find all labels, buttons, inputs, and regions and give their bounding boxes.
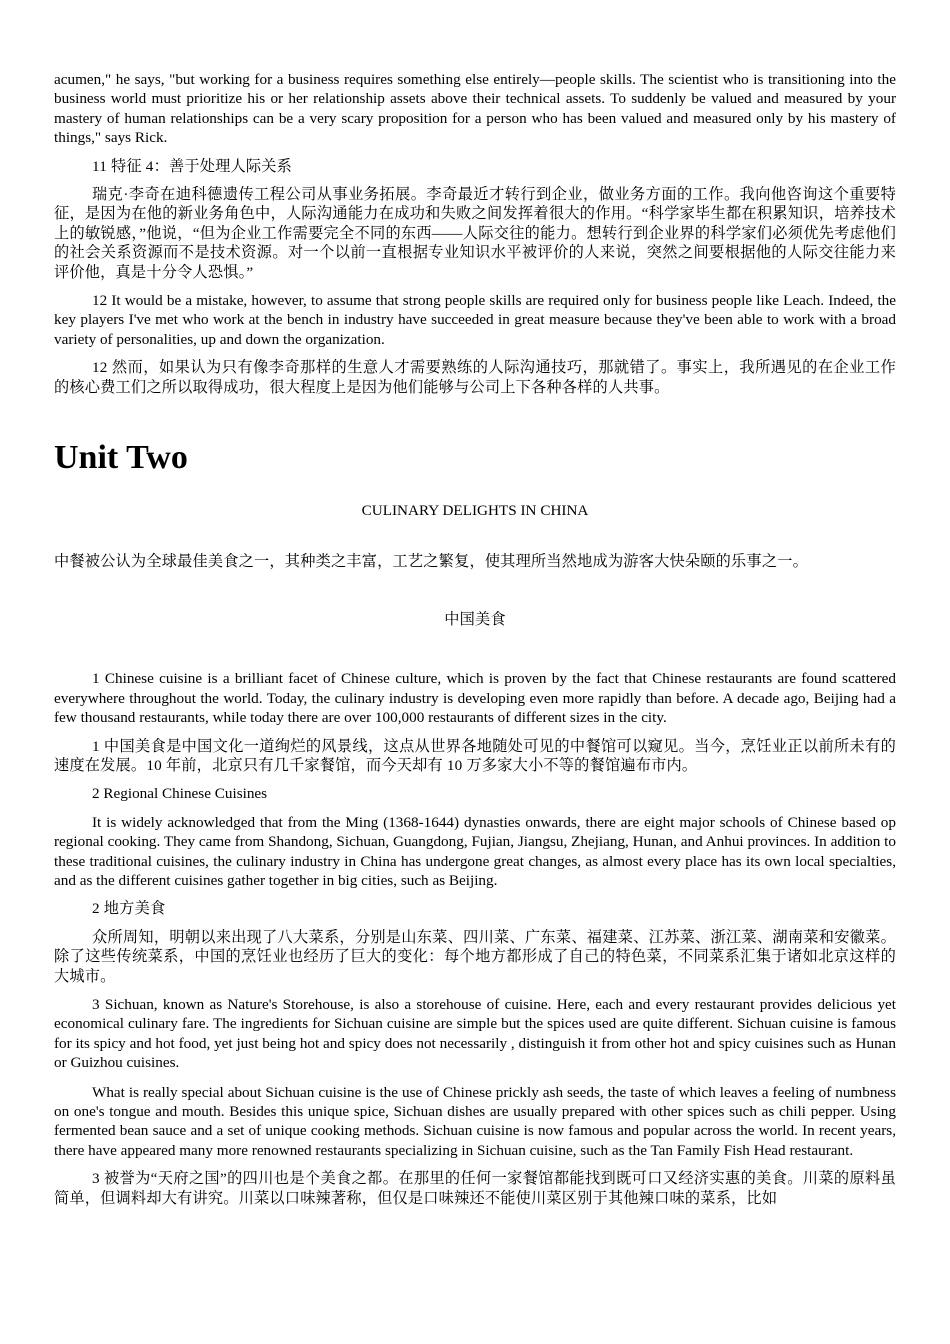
paragraph-12-zh: 12 然而，如果认为只有像李奇那样的生意人才需要熟练的人际沟通技巧，那就错了。事实上，我所遇见的在企业工作的核心费工们之所以取得成功，很大程度上是因为他们能够与公司上下各种各样的人共事。 [54, 359, 896, 396]
paragraph-1-en: 1 Chinese cuisine is a brilliant facet of Chinese culture, which is proven by the fact that Chinese restaurants are found scattered everywhere throughout the world. Today, the culinary industry is developing even more rapidly than before. A decade ago, Beijing had a few thousand restaurants, while today there are over 100,000 restaurants of different sizes in the city. [54, 670, 896, 727]
document-page [54, 70, 896, 1208]
unit-title: Unit Two [54, 439, 188, 477]
paragraph-2-en: It is widely acknowledged that from the Ming (1368-1644) dynasties onwards, there are eight major schools of Chinese based op regional cooking. They came from Shandong, Sichuan, Guangdong, Fujian, Jiangsu, Zhejiang, Hunan, and Anhui provinces. In addition to these traditional cuisines, the culinary industry in China has undergone great changes, as almost every place has its own local specialties, and as the different cuisines gather together in big cities, such as Beijing. [54, 813, 896, 889]
paragraph-3b-en: What is really special about Sichuan cuisine is the use of Chinese prickly ash seeds, the taste of which leaves a feeling of numbness on one's tongue and mouth. Besides this unique spice, Sichuan dishes are usually prepared with other spices such as chili pepper. Using fermented bean sauce and a set of unique cooking methods. Sichuan cuisine is now famous and popular across the world. In recent years, there have appeared many more renowned restaurants specializing in Sichuan cuisine, such as the Tan Family Fish Head restaurant. [54, 1083, 896, 1159]
heading-feature-4-zh: 11 特征 4：善于处理人际关系 [92, 157, 293, 175]
paragraph-1-zh: 1 中国美食是中国文化一道绚烂的风景线，这点从世界各地随处可见的中餐馆可以窥见。当今，烹饪业正以前所未有的速度在发展。10 年前，北京只有几千家餐馆，而今天却有 10 万多家大小不等的餐馆遍布市内。 [54, 737, 896, 774]
paragraph-rick-quote-end: acumen," he says, "but working for a business requires something else entirely—people skills. The scientist who is transitioning into the business world must prioritize his or her relationship assets above their technical assets. To suddenly be valued and measured by your mastery of human relationships can be a very scary proposition for a person who has been valued and measured only by his mastery of things," says Rick. [54, 71, 896, 147]
section-title-zh: 中国美食 [444, 610, 506, 628]
heading-regional-cuisines-en: 2 Regional Chinese Cuisines [92, 785, 268, 803]
paragraph-11-zh: 瑞克·李奇在迪科德遗传工程公司从事业务拓展。李奇最近才转行到企业，做业务方面的工作。我向他咨询这个重要特征，是因为在他的新业务角色中，人际沟通能力在成功和失败之间发挥着很大的作用。“科学家毕生都在积累知识，培养技术上的敏锐感，”他说，“但为企业工作需要完全不同的东西——人际交往的能力。想转行到企业界的科学家们必须优先考虑他们的社会关系资源而不是技术资源。对一个以前一直根据专业知识水平被评价的人来说，突然之间要根据他的人际交往能力来评价他，真是十分令人恐惧。” [54, 186, 896, 281]
section-title-en: CULINARY DELIGHTS IN CHINA [361, 502, 589, 520]
heading-regional-cuisines-zh: 2 地方美食 [92, 900, 166, 918]
intro-zh: 中餐被公认为全球最佳美食之一，其种类之丰富，工艺之繁复，使其理所当然地成为游客大快朵颐的乐事之一。 [54, 552, 808, 570]
paragraph-3-en: 3 Sichuan, known as Nature's Storehouse, is also a storehouse of cuisine. Here, each and every restaurant provides delicious yet economical culinary fare. The ingredients for Sichuan cuisine are simple but the spices used are quite different. Sichuan cuisine is famous for its spicy and hot food, yet just being hot and spicy does not necessarily , distinguish it from other hot and spicy cuisines such as Hunan or Guizhou cuisines. [54, 996, 896, 1072]
paragraph-2-zh: 众所周知，明朝以来出现了八大菜系，分别是山东菜、四川菜、广东菜、福建菜、江苏菜、浙江菜、湖南菜和安徽菜。除了这些传统菜系，中国的烹饪业也经历了巨大的变化：每个地方都形成了自己的特色菜，不同菜系汇集于诸如北京这样的大城市。 [54, 928, 896, 985]
paragraph-12-en: 12 It would be a mistake, however, to assume that strong people skills are required only for business people like Leach. Indeed, the key players I've met who work at the bench in industry have succeeded in great measure because they've been able to work with a broad variety of personalities, up and down the organization. [54, 292, 896, 348]
paragraph-3-zh: 3 被誉为“天府之国”的四川也是个美食之都。在那里的任何一家餐馆都能找到既可口又经济实惠的美食。川菜的原料虽简单，但调料却大有讲究。川菜以口味辣著称，但仅是口味辣还不能使川菜区别于其他辣口味的菜系，比如 [54, 1170, 896, 1207]
